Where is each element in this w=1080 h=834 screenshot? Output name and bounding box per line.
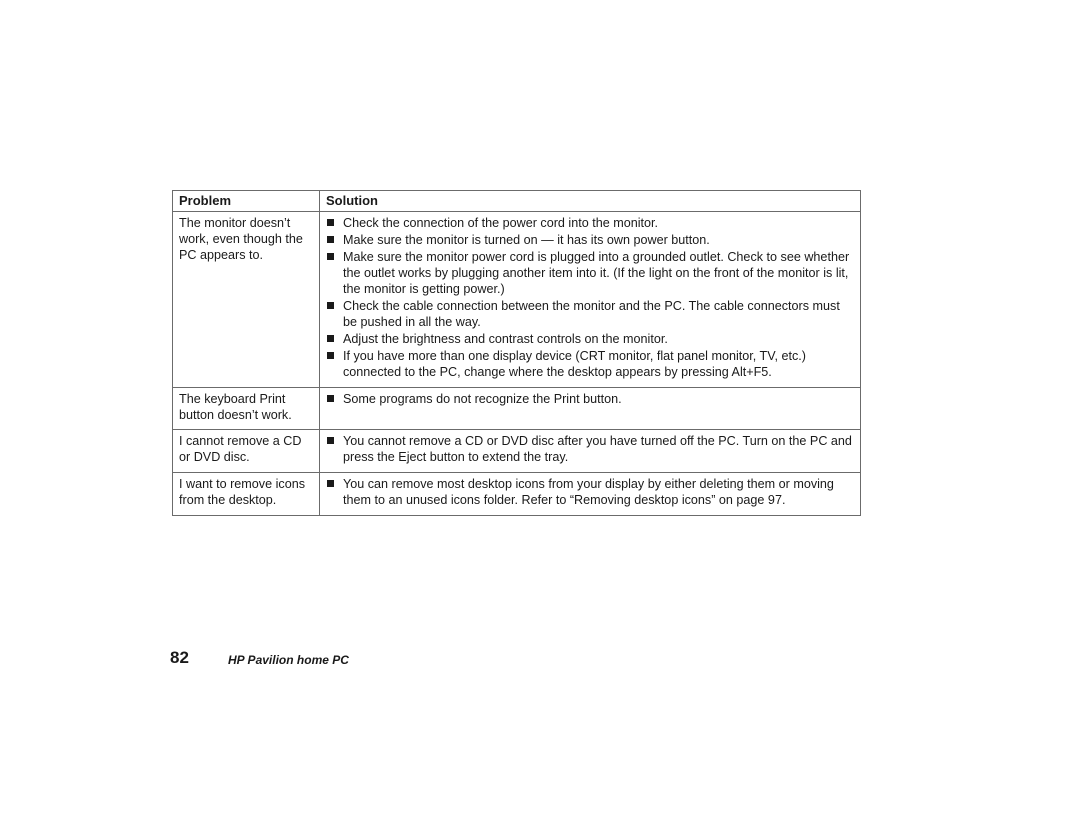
bullet-icon [327, 352, 334, 359]
bullet-icon [327, 480, 334, 487]
solution-text: You can remove most desktop icons from your display by either deleting them or moving them to an unused icons folder. Refer to “Removing desktop icons” on page 97. [343, 477, 834, 507]
solution-cell [320, 473, 861, 516]
solution-cell [320, 430, 861, 473]
solution-list [326, 215, 854, 380]
bullet-icon [327, 253, 334, 260]
solution-text: If you have more than one display device (CRT monitor, flat panel monitor, TV, etc.) connected to the PC, change where the desktop appears by pressing Alt+F5. [343, 349, 806, 379]
bullet-icon [327, 236, 334, 243]
bullet-icon [327, 219, 334, 226]
solution-cell [320, 388, 861, 430]
page-number: 82 [170, 648, 189, 667]
solution-text: Some programs do not recognize the Print button. [343, 392, 622, 406]
solution-text: You cannot remove a CD or DVD disc after you have turned off the PC. Turn on the PC and press the Eject button to extend the tray. [343, 434, 852, 464]
solution-list [326, 433, 854, 465]
list-item [326, 215, 854, 231]
footer-title: HP Pavilion home PC [228, 653, 349, 667]
solution-text: Check the connection of the power cord into the monitor. [343, 216, 659, 230]
problem-cell: The monitor doesn’t work, even though the PC appears to. [173, 212, 320, 388]
solution-list [326, 476, 854, 508]
problem-cell: The keyboard Print button doesn’t work. [173, 388, 320, 430]
list-item [326, 476, 854, 508]
solution-cell [320, 212, 861, 388]
bullet-icon [327, 302, 334, 309]
table-row [173, 212, 861, 388]
table-body [173, 212, 861, 516]
solution-text: Check the cable connection between the monitor and the PC. The cable connectors must be pushed in all the way. [343, 299, 840, 329]
solution-text: Make sure the monitor is turned on — it has its own power button. [343, 233, 710, 247]
bullet-icon [327, 395, 334, 402]
bullet-icon [327, 335, 334, 342]
list-item [326, 249, 854, 297]
table-row [173, 388, 861, 430]
list-item [326, 232, 854, 248]
table-row [173, 430, 861, 473]
problem-cell: I want to remove icons from the desktop. [173, 473, 320, 516]
solution-text: Adjust the brightness and contrast controls on the monitor. [343, 332, 668, 346]
list-item [326, 298, 854, 330]
list-item [326, 348, 854, 380]
solution-text: Make sure the monitor power cord is plugged into a grounded outlet. Check to see whether the outlet works by plugging another item into it. (If the light on the front of the monitor is lit, the monitor is getting power.) [343, 250, 850, 296]
bullet-icon [327, 437, 334, 444]
list-item [326, 391, 854, 407]
list-item [326, 331, 854, 347]
solution-column-header: Solution [320, 191, 861, 212]
table-header-row [173, 191, 861, 212]
problem-cell: I cannot remove a CD or DVD disc. [173, 430, 320, 473]
troubleshooting-table [172, 190, 861, 516]
solution-list [326, 391, 854, 407]
problem-column-header: Problem [173, 191, 320, 212]
list-item [326, 433, 854, 465]
table-row [173, 473, 861, 516]
